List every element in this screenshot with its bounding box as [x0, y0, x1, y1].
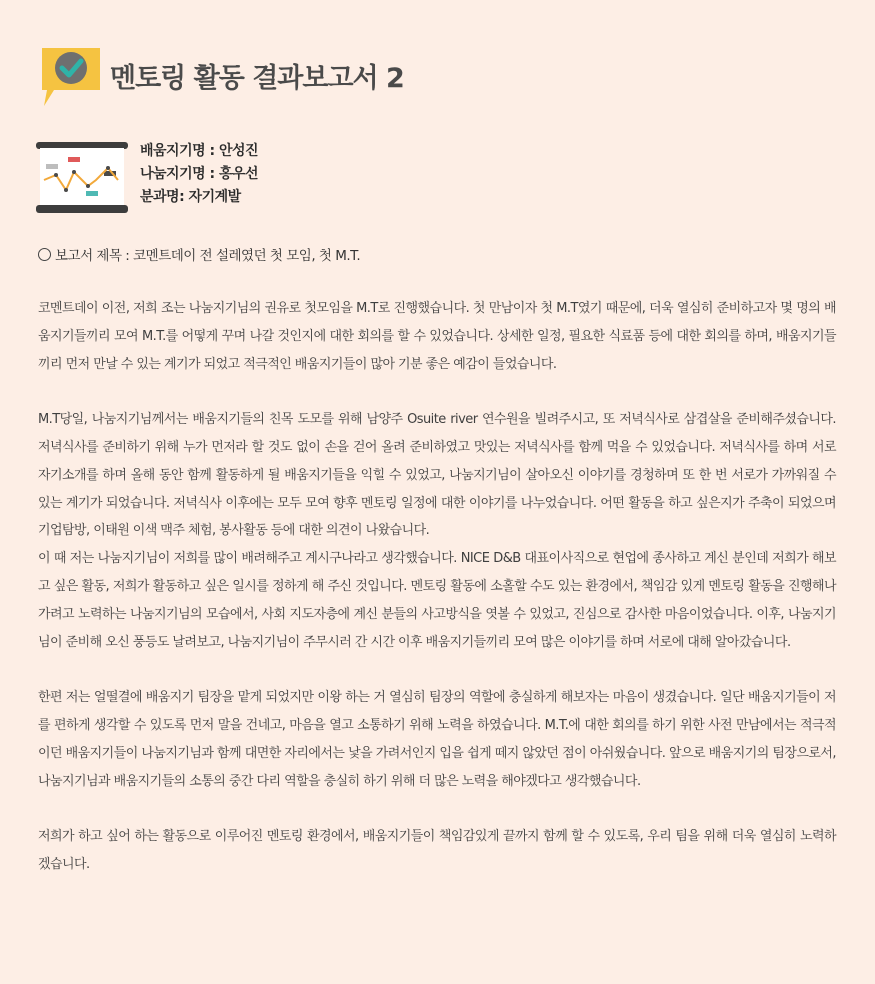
chart-board-icon: [36, 140, 128, 215]
paragraph: 저희가 하고 싶어 하는 활동으로 이루어진 멘토링 환경에서, 배움지기들이 책임감있게 끝까지 함께 할 수 있도록, 우리 팀을 위해 더욱 열심히 노력하겠습니다.: [38, 829, 836, 872]
circle-bullet-icon: [38, 248, 51, 261]
paragraph: 이 때 저는 나눔지기님이 저희를 많이 배려해주고 계시구나라고 생각했습니다. NICE D&B 대표이사직으로 현업에 종사하고 계신 분인데 저희가 해보고 싶은 활동, 저희가 활동하고 싶은 일시를 정하게 해 주신 것입니다. 멘토링 활동에 소홀할 수도 있는 환경에서, 책임감 있게 멘토링 활동을 진행해나가려고 노력하는 나눔지기님의 모습에서, 사회 지도자층에 계신 분들의 사고방식을 엿볼 수 있었고, 진심으로 감사한 마음이었습니다. 이후, 나눔지기님이 준비해 오신 풍등도 날려보고, 나눔지기님이 주무시러 간 시간 이후 배움지기들끼리 모여 많은 이야기를 하며 서로에 대해 알아갔습니다.: [38, 551, 836, 650]
report-body: [38, 295, 836, 907]
check-speech-bubble-icon: [38, 46, 104, 110]
report-header: [38, 46, 838, 110]
report-subject: [38, 244, 838, 264]
report-info: [36, 140, 536, 220]
page-title: 멘토링 활동 결과보고서 2: [110, 63, 404, 94]
mentor-name: 나눔지기명 : 홍우선: [140, 166, 259, 182]
report-subject-text: 보고서 제목 : 코멘트데이 전 설레였던 첫 모임, 첫 M.T.: [55, 248, 361, 264]
mentee-name: 배움지기명 : 안성진: [140, 143, 259, 159]
paragraph: 한편 저는 얼떨결에 배움지기 팀장을 맡게 되었지만 이왕 하는 거 열심히 팀장의 역할에 충실하게 해보자는 마음이 생겼습니다. 일단 배움지기들이 저를 편하게 생각할 수 있도록 먼저 말을 건네고, 마음을 열고 소통하기 위해 노력을 하였습니다. M.T.에 대한 회의를 하기 위한 사전 만남에서는 적극적이던 배움지기들이 나눔지기님과 함께 대면한 자리에서는 낯을 가려서인지 입을 쉽게 떼지 않았던 점이 아쉬웠습니다. 앞으로 배움지기의 팀장으로서, 나눔지기님과 배움지기들의 소통의 중간 다리 역할을 충실히 하기 위해 더 많은 노력을 해야겠다고 생각했습니다.: [38, 690, 836, 789]
paragraph: 코멘트데이 이전, 저희 조는 나눔지기님의 권유로 첫모임을 M.T로 진행했습니다. 첫 만남이자 첫 M.T였기 때문에, 더욱 열심히 준비하고자 몇 명의 배움지기들끼리 모여 M.T.를 어떻게 꾸며 나갈 것인지에 대한 회의를 할 수 있었습니다. 상세한 일정, 필요한 식료품 등에 대한 회의를 하며, 배움지기들끼리 먼저 만날 수 있는 계기가 되었고 적극적인 배움지기들이 많아 기분 좋은 예감이 들었습니다.: [38, 301, 836, 372]
team-name: 분과명: 자기계발: [140, 189, 241, 205]
paragraph: M.T당일, 나눔지기님께서는 배움지기들의 친목 도모를 위해 남양주 Osuite river 연수원을 빌려주시고, 또 저녁식사로 삼겹살을 준비해주셨습니다. 저녁식사를 준비하기 위해 누가 먼저라 할 것도 없이 손을 걷어 올려 준비하였고 맛있는 저녁식사를 함께 먹을 수 있었습니다. 저녁식사를 하며 서로 자기소개를 하며 올해 동안 함께 활동하게 될 배움지기들을 익힐 수 있었고, 나눔지기님이 살아오신 이야기를 경청하며 또 한 번 서로가 가까워질 수 있는 계기가 되었습니다. 저녁식사 이후에는 모두 모여 향후 멘토링 일정에 대한 이야기를 나누었습니다. 어떤 활동을 하고 싶은지가 주축이 되었으며 기업탐방, 이태원 이색 맥주 체험, 봉사활동 등에 대한 의견이 나왔습니다.: [38, 412, 836, 539]
